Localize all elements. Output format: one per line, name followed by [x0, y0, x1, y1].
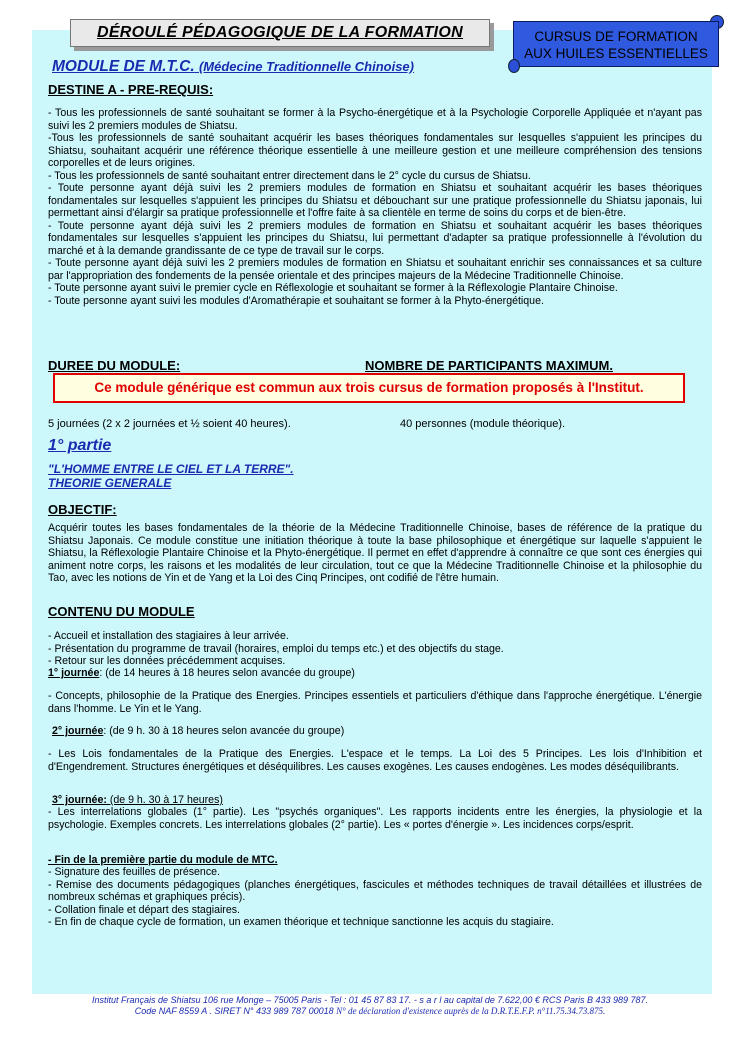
objectif-heading: OBJECTIF:: [48, 502, 117, 517]
footer-line-1: Institut Français de Shiatsu 106 rue Monge – 75005 Paris - Tel : 01 45 87 83 17. - s a r l au capital de 7.622,00 € RCS Paris B 433 989 787.: [91, 995, 648, 1005]
participants-heading: NOMBRE DE PARTICIPANTS MAXIMUM.: [365, 358, 613, 373]
contenu-intro: - Accueil et installation des stagiaires à leur arrivée. - Présentation du programme de travail (horaires, emploi du temps etc.) et des objectifs du stage. - Retour sur les données précédemment acquises.: [48, 630, 504, 667]
partie-subtitle: [48, 462, 294, 490]
day2-text: - Les Lois fondamentales de la Pratique des Energies. L'espace et le temps. La Loi des 5 Principes. Les lois d'Inhibition et d'Engendrement. Structures énergétiques et déséquilibres. Les causes exogènes. Les causes endogènes. Les modes déséquilibrants.: [48, 748, 702, 773]
fin-text: - Signature des feuilles de présence. - Remise des documents pédagogiques (planches énergétiques, fascicules et méthodes techniques de travail détaillées et illustrées de nombreux schémas et graphiques précis). - Collation finale et départ des stagiaires. - En fin de chaque cycle de formation, un examen théorique et technique sanctionne les acquis du stagiaire.: [48, 866, 702, 928]
day2-line: [52, 725, 702, 738]
destine-text: - Tous les professionnels de santé souhaitant se former à la Psycho-énergétique et à la Psychologie Corporelle Appliquée et n'ayant pas suivi les 2 premiers modules de Shiatsu. -Tous les professionnels de santé souhaitant acquérir les bases théoriques fondamentales sur lesquelles s'appuient les principes du Shiatsu, souhaitant acquérir une référence théorique essentielle à une meilleure gestion et une meilleure compréhension des tensions corporelles et de leurs origines. - Tous les professionnels de santé souhaitant entrer directement dans le 2° cycle du cursus de Shiatsu. - Toute personne ayant déjà suivi les 2 premiers modules de formation en Shiatsu et souhaitant acquérir les bases théoriques fondamentales sur lesquelles s'appuient les principes du Shiatsu et débouchant sur une pratique professionnelle du Shiatsu japonais, lui permettant ainsi d'élargir sa pratique professionnelle et l'offre faite à sa clientèle en terme de soins du corps et de bien-être. - Toute personne ayant déjà suivi les 2 premiers modules de formation en Shiatsu et souhaitant acquérir les bases théoriques fondamentales sur lesquelles s'appuient les principes du Shiatsu, lui permettant d'adapter sa pratique professionnelle à l'évolution du marché et à la demande grandissante de ce type de travail sur le corps. - Toute personne ayant déjà suivi les 2 premiers modules de formation en Shiatsu et souhaitant enrichir ses connaissances et sa culture par l'appropriation des fondements de la pensée orientale et des principes majeurs de la Médecine Traditionnelle Chinoise. - Toute personne ayant suivi le premier cycle en Réflexologie et souhaitant se former à la Réflexologie Plantaire Chinoise. - Toute personne ayant suivi les modules d'Aromathérapie et souhaitant se former à la Phyto-énergétique.: [48, 107, 702, 307]
day1-line: [48, 667, 702, 680]
day2-label: 2° journée: [52, 725, 104, 737]
module-title-main: MODULE DE M.T.C.: [52, 58, 195, 75]
day1-time: : (de 14 heures à 18 heures selon avancée du groupe): [99, 667, 355, 679]
footer: [0, 995, 740, 1017]
day3-label: 3° journée:: [52, 794, 107, 806]
footer-line-2a: Code NAF 8559 A . SIRET N° 433 989 787 00018: [134, 1006, 337, 1016]
destine-heading: DESTINE A - PRE-REQUIS:: [48, 82, 214, 97]
common-module-notice: Ce module générique est commun aux trois cursus de formation proposés à l'Institut.: [53, 373, 685, 403]
duree-heading: DUREE DU MODULE:: [48, 358, 181, 373]
module-title-subtitle: (Médecine Traditionnelle Chinoise): [198, 59, 414, 74]
scroll-body: [513, 21, 719, 67]
scroll-line-1: CURSUS DE FORMATION: [534, 29, 698, 44]
day3-time: (de 9 h. 30 à 17 heures): [106, 794, 223, 806]
day3-text: - Les interrelations globales (1° partie). Les "psychés organiques". Les rapports incidents entre les énergies, la physiologie et la psychologie. Exemples concrets. Les interrelations globales (2° partie). Les « portes d'énergie ». Les incidences corps/esprit.: [48, 806, 702, 831]
duree-value: 5 journées (2 x 2 journées et ½ soient 40 heures).: [48, 418, 291, 430]
fin-label: - Fin de la première partie du module de MTC.: [48, 854, 278, 866]
day2-time: : (de 9 h. 30 à 18 heures selon avancée du groupe): [103, 725, 345, 737]
day1-text: - Concepts, philosophie de la Pratique des Energies. Principes essentiels et particuliers d'éthique dans l'approche énergétique. L'énergie dans l'homme. Le Yin et le Yang.: [48, 690, 702, 715]
partie-title: 1° partie: [48, 437, 112, 454]
partie-subtitle-line-2: THEORIE GENERALE: [48, 476, 172, 490]
scroll-line-2: AUX HUILES ESSENTIELLES: [524, 46, 708, 61]
day1-label: 1° journée: [48, 667, 100, 679]
footer-line-2b: N° de déclaration d'existence auprès de la D.R.T.E.F.P. n°11.75.34.73.875.: [336, 1006, 606, 1016]
partie-subtitle-line-1: "L'HOMME ENTRE LE CIEL ET LA TERRE".: [48, 462, 294, 476]
module-title: [52, 58, 414, 76]
contenu-heading: CONTENU DU MODULE: [48, 604, 195, 619]
scroll-roll-bottom-icon: [508, 59, 520, 73]
footer-line-2: [0, 1006, 740, 1017]
participants-value: 40 personnes (module théorique).: [400, 418, 566, 430]
cursus-scroll-banner: [508, 15, 726, 73]
objectif-text: Acquérir toutes les bases fondamentales de la théorie de la Médecine Traditionnelle Chinoise, bases de référence de la pratique du Shiatsu Japonais. Ce module constitue une initiation théorique à toute la base philosophique et énergétique sur laquelle s'appuient le Shiatsu, la Réflexologie Plantaire Chinoise et la Phyto-énergétique. Il permet en effet d'apprendre à connaître ce que sont ces énergies qui animent notre corps, les raisons et les modalités de leur circulation, tout ce que la Médecine Traditionnelle Chinoise et la philosophie du Tao, avec les notions de Yin et de Yang et la Loi des Cinq Principes, ont codifié de l'être humain.: [48, 522, 702, 584]
day3-line: [52, 794, 702, 807]
page-title: DÉROULÉ PÉDAGOGIQUE DE LA FORMATION: [70, 19, 490, 47]
